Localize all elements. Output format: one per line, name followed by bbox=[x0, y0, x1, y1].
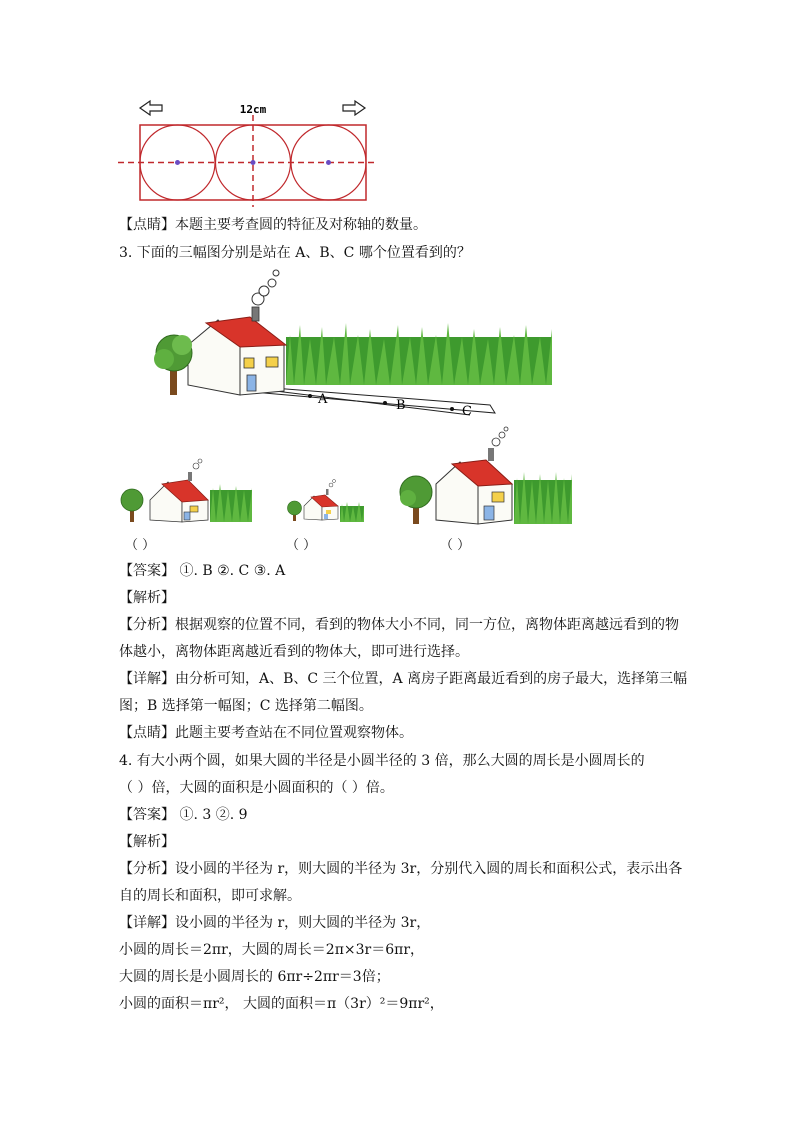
point-c-dot bbox=[450, 407, 454, 411]
center-dot-middle bbox=[251, 160, 256, 165]
jiexi-4: 【解析】 bbox=[119, 834, 175, 850]
answer-blank-3[interactable]: （ ） bbox=[440, 538, 471, 553]
answer-4: 【答案】 ①. 3 ②. 9 bbox=[119, 807, 248, 823]
house-scene-figure bbox=[150, 265, 560, 425]
tip-line-1: 【点睛】本题主要考查圆的特征及对称轴的数量。 bbox=[119, 217, 427, 233]
point-c-label: C bbox=[462, 404, 472, 419]
answer-blank-1[interactable]: （ ） bbox=[125, 538, 156, 553]
xiangjie-4-line-3: 大圆的周长是小圆周长的 6πr÷2πr＝3倍； bbox=[119, 969, 390, 985]
xiangjie-3-line-2: 图；B 选择第一幅图；C 选择第二幅图。 bbox=[119, 698, 373, 714]
xiangjie-3-line-1: 【详解】由分析可知，A、B、C 三个位置，A 离房子距离最近看到的房子最大，选择第三幅 bbox=[119, 671, 688, 687]
point-a-label: A bbox=[318, 392, 328, 407]
jiexi-3: 【解析】 bbox=[119, 590, 175, 606]
house bbox=[188, 307, 286, 395]
xiangjie-4-line-4: 小圆的面积＝πr²， 大圆的面积＝π（3r）²＝9πr²， bbox=[119, 996, 444, 1012]
smoke-icon bbox=[252, 270, 279, 305]
dimension-label: 12cm bbox=[239, 103, 267, 116]
fenxi-4-line-2: 自的周长和面积，即可求解。 bbox=[119, 888, 301, 904]
fenxi-4-line-1: 【分析】设小圆的半径为 r，则大圆的半径为 3r，分别代入圆的周长和面积公式，表示出各 bbox=[119, 861, 683, 877]
center-dot-left bbox=[175, 160, 180, 165]
fenxi-3-line-1: 【分析】根据观察的位置不同，看到的物体大小不同，同一方位，离物体距离越远看到的物 bbox=[119, 617, 679, 633]
view-option-3 bbox=[396, 428, 576, 528]
view-option-2 bbox=[284, 478, 366, 524]
point-b-label: B bbox=[396, 398, 406, 413]
point-b-dot bbox=[383, 401, 387, 405]
left-arrow-icon bbox=[140, 101, 162, 115]
tree-icon bbox=[154, 335, 192, 395]
answer-blank-2[interactable]: （ ） bbox=[286, 538, 317, 553]
answer-3: 【答案】 ①. B ②. C ③. A bbox=[119, 563, 286, 579]
question-4-line-2: （ ）倍，大圆的面积是小圆面积的（ ）倍。 bbox=[119, 780, 394, 796]
xiangjie-4-line-2: 小圆的周长＝2πr，大圆的周长＝2π×3r＝6πr， bbox=[119, 942, 425, 958]
fenxi-3-line-2: 体越小，离物体距离越近看到的物体大，即可进行选择。 bbox=[119, 644, 469, 660]
tip-3: 【点睛】此题主要考查站在不同位置观察物体。 bbox=[119, 725, 413, 741]
question-3: 3. 下面的三幅图分别是站在 A、B、C 哪个位置看到的？ bbox=[119, 245, 471, 261]
xiangjie-4-line-1: 【详解】设小圆的半径为 r，则大圆的半径为 3r， bbox=[119, 915, 431, 931]
center-dot-right bbox=[326, 160, 331, 165]
point-a-dot bbox=[308, 394, 312, 398]
grass-field bbox=[286, 323, 552, 385]
view-option-1 bbox=[118, 460, 258, 526]
circles-rectangle-figure bbox=[110, 95, 390, 210]
question-4-line-1: 4. 有大小两个圆，如果大圆的半径是小圆半径的 3 倍，那么大圆的周长是小圆周长的 bbox=[119, 753, 645, 769]
right-arrow-icon bbox=[343, 101, 365, 115]
